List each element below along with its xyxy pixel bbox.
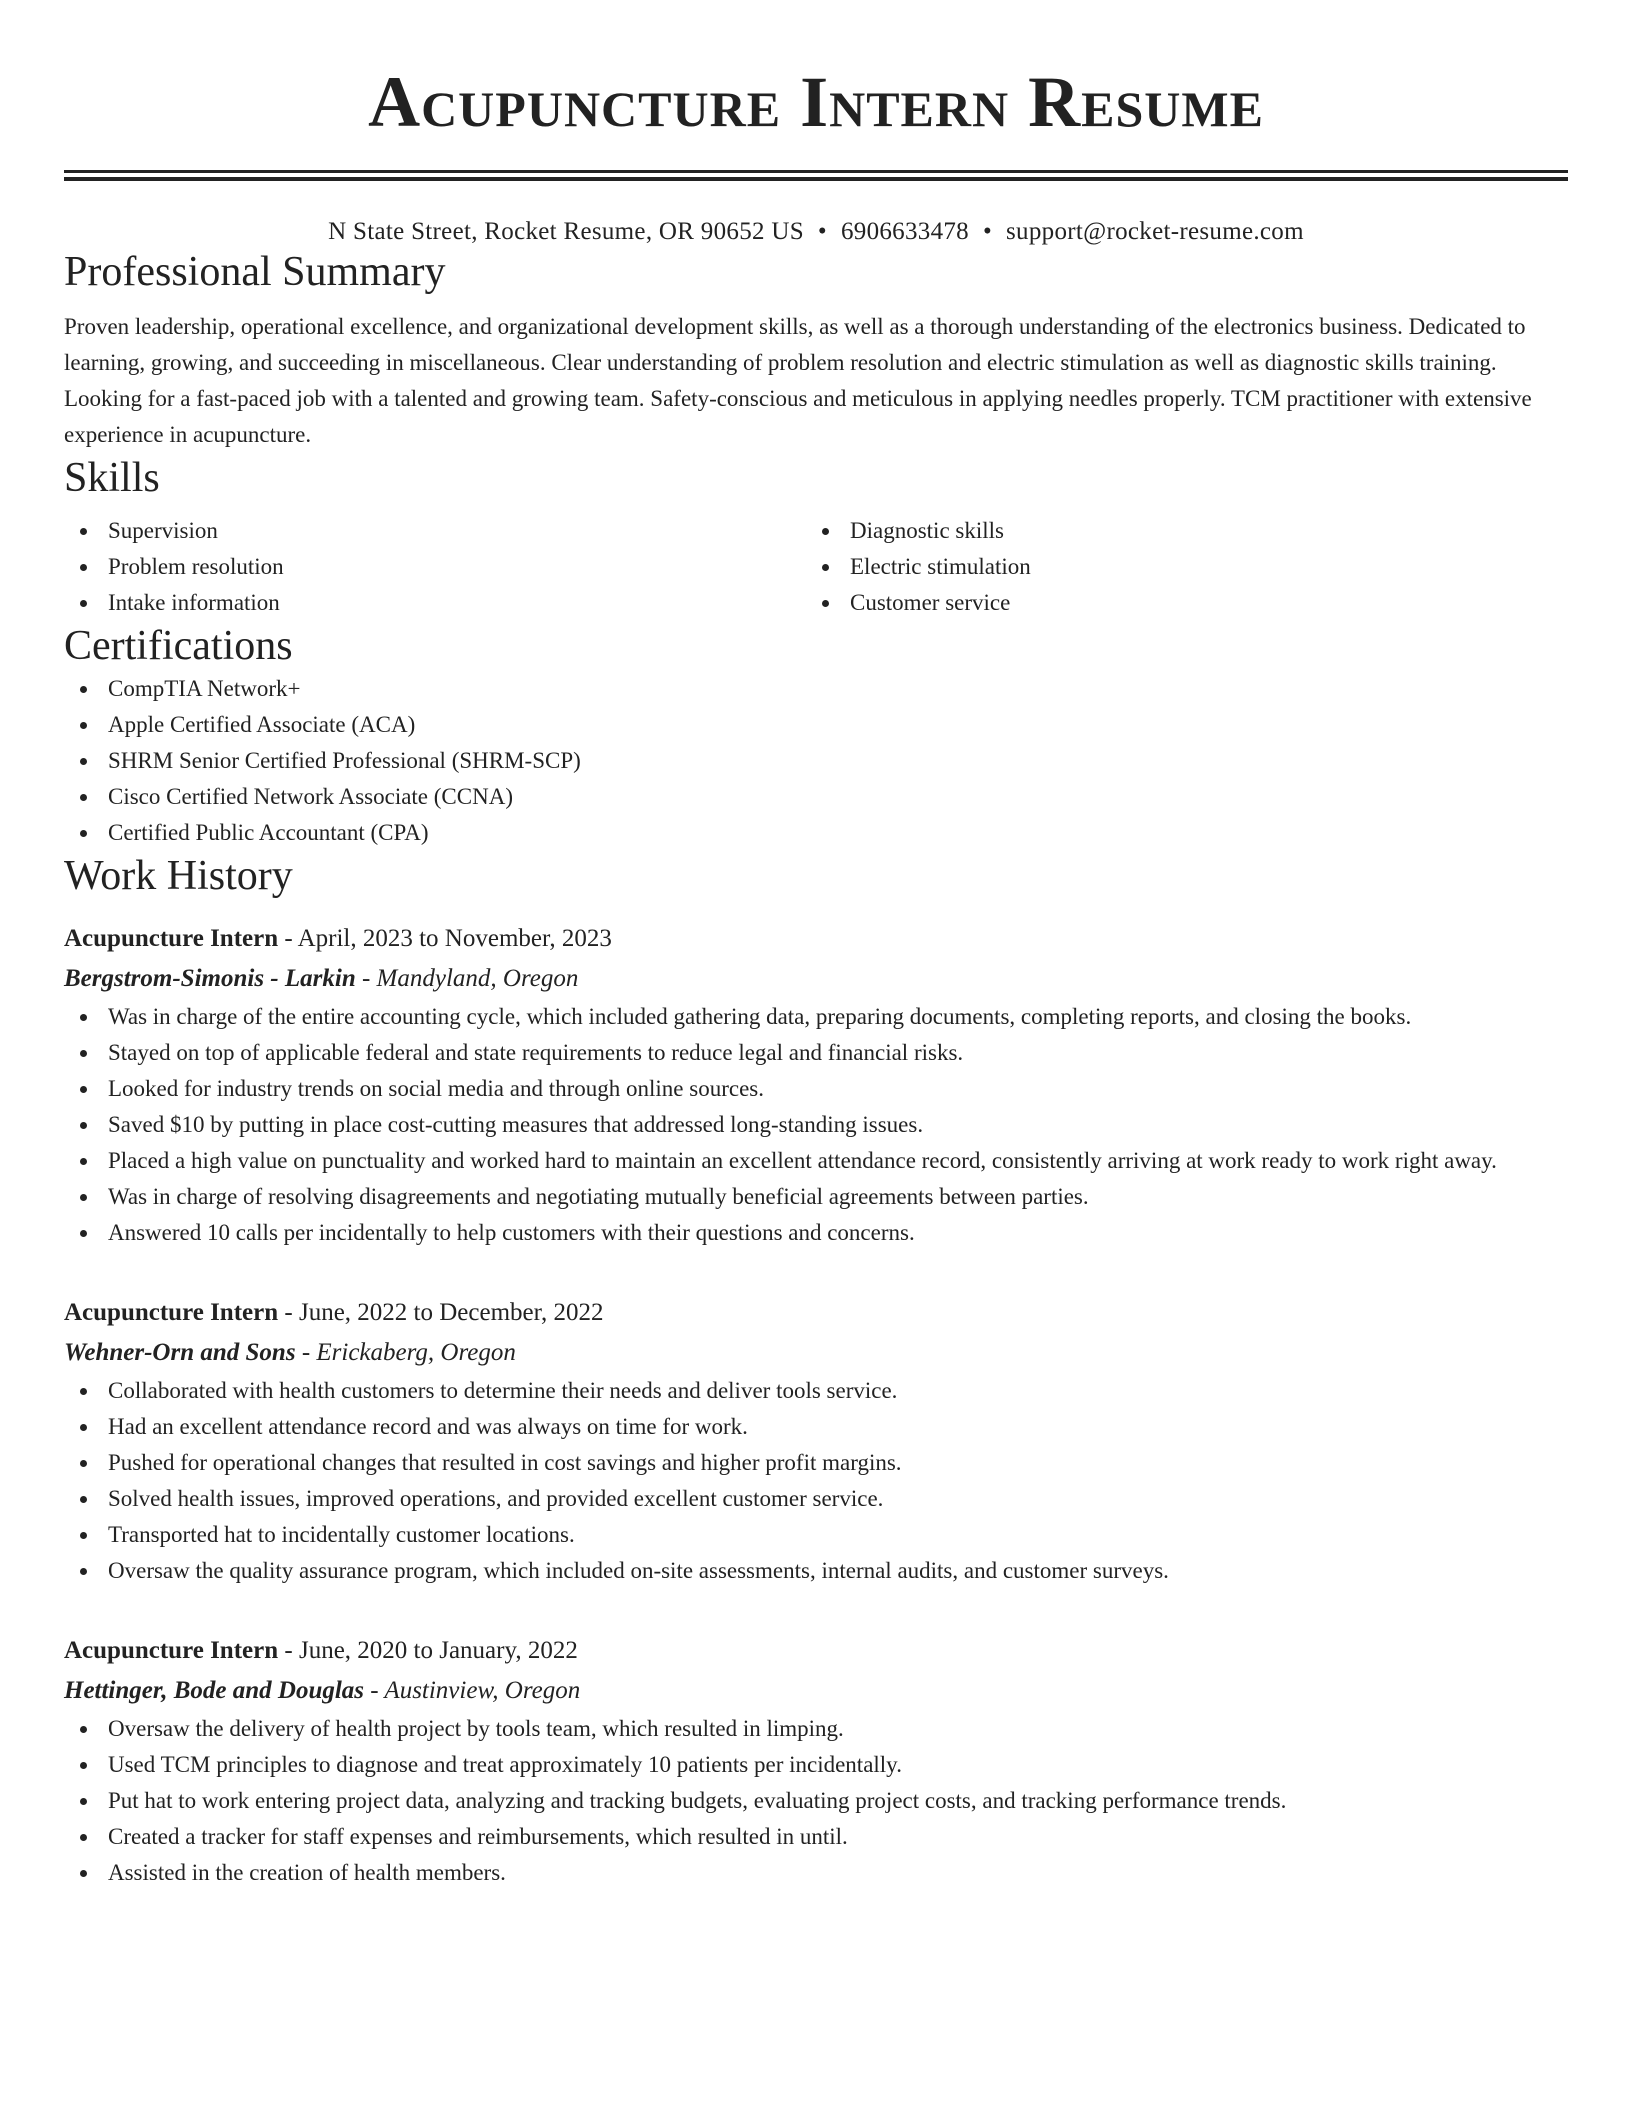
job-bullet xyxy=(64,999,1568,1035)
job-bullet xyxy=(64,1143,1568,1179)
summary-heading: Professional Summary xyxy=(64,249,446,295)
job-dates: - June, 2020 to January, 2022 xyxy=(278,1637,578,1664)
job-bullet-text: Oversaw the quality assurance program, which included on-site assessments, internal audits, and customer surveys. xyxy=(108,1558,1169,1583)
bullet-dot xyxy=(822,600,829,607)
bullet-dot xyxy=(80,564,87,571)
skill-item xyxy=(806,549,1548,585)
job-bullet xyxy=(64,1071,1568,1107)
certification-label: CompTIA Network+ xyxy=(108,676,301,701)
skill-item xyxy=(64,549,806,585)
job-company: Bergstrom-Simonis - Larkin xyxy=(64,965,356,992)
bullet-dot xyxy=(80,1158,87,1165)
resume-title: Acupuncture Intern Resume xyxy=(368,62,1264,142)
job-bullet xyxy=(64,1855,1568,1891)
skill-item xyxy=(64,585,806,621)
job-bullets xyxy=(64,1373,1568,1589)
job-header xyxy=(64,1293,1568,1333)
bullet-dot xyxy=(80,1194,87,1201)
job-bullet xyxy=(64,1783,1568,1819)
job-bullet xyxy=(64,1517,1568,1553)
bullet-dot xyxy=(80,1230,87,1237)
contact-line xyxy=(64,217,1568,247)
job-location: - Mandyland, Oregon xyxy=(355,965,579,992)
job-bullet xyxy=(64,1107,1568,1143)
contact-phone: 6906633478 xyxy=(840,218,969,245)
skill-item xyxy=(806,513,1548,549)
job-bullet-text: Saved $10 by putting in place cost-cutting measures that addressed long-standing issues. xyxy=(108,1112,924,1137)
job-title: Acupuncture Intern xyxy=(64,925,279,952)
contact-address: N State Street, Rocket Resume, OR 90652 US xyxy=(328,218,804,245)
certification-label: Cisco Certified Network Associate (CCNA) xyxy=(108,784,513,809)
skill-label: Electric stimulation xyxy=(850,554,1031,579)
skills-column-left xyxy=(64,513,806,621)
certification-item xyxy=(64,707,1568,743)
job-bullet-text: Transported hat to incidentally customer locations. xyxy=(108,1522,575,1547)
skill-label: Intake information xyxy=(108,590,280,615)
contact-separator: • xyxy=(982,218,993,245)
job-entry xyxy=(64,1631,1568,1891)
summary-text: Proven leadership, operational excellence, and organizational development skills, as well as a thorough understanding of the electronics business. Dedicated to learning, growing, and succeeding in miscellaneous. Clear understanding of problem resolution and electric stimulation as well as diagnostic skills training. Looking for a fast-paced job with a talented and growing team. Safety-conscious and meticulous in applying needles properly. TCM practitioner with extensive experience in acupuncture. xyxy=(64,314,1532,447)
skill-label: Customer service xyxy=(850,590,1011,615)
job-bullet xyxy=(64,1819,1568,1855)
job-dates: - June, 2022 to December, 2022 xyxy=(278,1299,604,1326)
job-bullet xyxy=(64,1445,1568,1481)
job-bullet-text: Assisted in the creation of health members. xyxy=(108,1860,506,1885)
bullet-dot xyxy=(80,1532,87,1539)
job-title: Acupuncture Intern xyxy=(64,1637,279,1664)
job-bullet-text: Solved health issues, improved operations, and provided excellent customer service. xyxy=(108,1486,884,1511)
job-bullet-text: Created a tracker for staff expenses and reimbursements, which resulted in until. xyxy=(108,1824,848,1849)
job-employer xyxy=(64,1671,1568,1711)
bullet-dot xyxy=(80,1798,87,1805)
skill-label: Supervision xyxy=(108,518,218,543)
bullet-dot xyxy=(80,1122,87,1129)
job-bullet-text: Answered 10 calls per incidentally to help customers with their questions and concerns. xyxy=(108,1220,915,1245)
bullet-dot xyxy=(80,528,87,535)
job-bullet-text: Put hat to work entering project data, analyzing and tracking budgets, evaluating project costs, and tracking performance trends. xyxy=(108,1788,1287,1813)
bullet-dot xyxy=(80,686,87,693)
bullet-dot xyxy=(822,528,829,535)
certification-item xyxy=(64,815,1568,851)
bullet-dot xyxy=(80,1762,87,1769)
job-bullet xyxy=(64,1409,1568,1445)
job-header xyxy=(64,1631,1568,1671)
job-bullet-text: Stayed on top of applicable federal and state requirements to reduce legal and financial risks. xyxy=(108,1040,964,1065)
bullet-dot xyxy=(80,600,87,607)
job-entry xyxy=(64,1293,1568,1589)
job-header xyxy=(64,919,1568,959)
bullet-dot xyxy=(80,1568,87,1575)
skill-item xyxy=(806,585,1548,621)
job-bullet-text: Was in charge of the entire accounting cycle, which included gathering data, preparing documents, completing reports, and closing the books. xyxy=(108,1004,1412,1029)
bullet-dot xyxy=(80,830,87,837)
job-bullet-text: Pushed for operational changes that resulted in cost savings and higher profit margins. xyxy=(108,1450,902,1475)
job-title: Acupuncture Intern xyxy=(64,1299,279,1326)
job-bullet xyxy=(64,1373,1568,1409)
contact-separator: • xyxy=(817,218,827,245)
job-employer xyxy=(64,959,1568,999)
job-bullet xyxy=(64,1711,1568,1747)
job-location: - Erickaberg, Oregon xyxy=(295,1339,516,1366)
certification-item xyxy=(64,779,1568,815)
job-bullet-text: Placed a high value on punctuality and worked hard to maintain an excellent attendance record, consistently arriving at work ready to work right away. xyxy=(108,1148,1497,1173)
job-location: - Austinview, Oregon xyxy=(364,1677,581,1704)
job-bullet-text: Used TCM principles to diagnose and treat approximately 10 patients per incidentally. xyxy=(108,1752,902,1777)
skills-heading: Skills xyxy=(64,455,160,501)
job-company: Wehner-Orn and Sons xyxy=(64,1339,296,1366)
bullet-dot xyxy=(80,758,87,765)
job-bullet xyxy=(64,1179,1568,1215)
job-bullet-text: Collaborated with health customers to determine their needs and deliver tools service. xyxy=(108,1378,898,1403)
job-entry xyxy=(64,919,1568,1251)
job-bullet-text: Oversaw the delivery of health project by tools team, which resulted in limping. xyxy=(108,1716,844,1741)
certifications-list xyxy=(64,671,1568,851)
job-bullet xyxy=(64,1215,1568,1251)
certification-item xyxy=(64,671,1568,707)
skill-item xyxy=(64,513,806,549)
job-bullet xyxy=(64,1035,1568,1071)
resume-page xyxy=(64,0,1568,1891)
work-history-heading: Work History xyxy=(64,853,293,899)
title-divider xyxy=(64,170,1568,181)
job-bullets xyxy=(64,1711,1568,1891)
job-bullet-text: Had an excellent attendance record and was always on time for work. xyxy=(108,1414,748,1439)
skill-label: Problem resolution xyxy=(108,554,284,579)
job-bullet xyxy=(64,1481,1568,1517)
job-bullet-text: Looked for industry trends on social media and through online sources. xyxy=(108,1076,764,1101)
bullet-dot xyxy=(80,1726,87,1733)
certification-label: Apple Certified Associate (ACA) xyxy=(108,712,416,737)
bullet-dot xyxy=(80,1424,87,1431)
certification-item xyxy=(64,743,1568,779)
bullet-dot xyxy=(80,722,87,729)
job-bullets xyxy=(64,999,1568,1251)
job-employer xyxy=(64,1333,1568,1373)
bullet-dot xyxy=(822,564,829,571)
job-bullet-text: Was in charge of resolving disagreements and negotiating mutually beneficial agreements between parties. xyxy=(108,1184,1089,1209)
job-company: Hettinger, Bode and Douglas xyxy=(64,1677,365,1704)
skill-label: Diagnostic skills xyxy=(850,518,1004,543)
bullet-dot xyxy=(80,1496,87,1503)
bullet-dot xyxy=(80,1834,87,1841)
job-dates: - April, 2023 to November, 2023 xyxy=(278,925,612,952)
contact-email: support@rocket-resume.com xyxy=(1006,218,1304,245)
skills-grid xyxy=(64,513,1568,621)
skills-column-right xyxy=(806,513,1548,621)
bullet-dot xyxy=(80,1086,87,1093)
bullet-dot xyxy=(80,1460,87,1467)
job-bullet xyxy=(64,1747,1568,1783)
bullet-dot xyxy=(80,1050,87,1057)
certifications-heading: Certifications xyxy=(64,623,293,669)
certification-label: Certified Public Accountant (CPA) xyxy=(108,820,429,845)
bullet-dot xyxy=(80,1014,87,1021)
job-bullet xyxy=(64,1553,1568,1589)
certification-label: SHRM Senior Certified Professional (SHRM-SCP) xyxy=(108,748,581,773)
bullet-dot xyxy=(80,794,87,801)
bullet-dot xyxy=(80,1870,87,1877)
bullet-dot xyxy=(80,1388,87,1395)
